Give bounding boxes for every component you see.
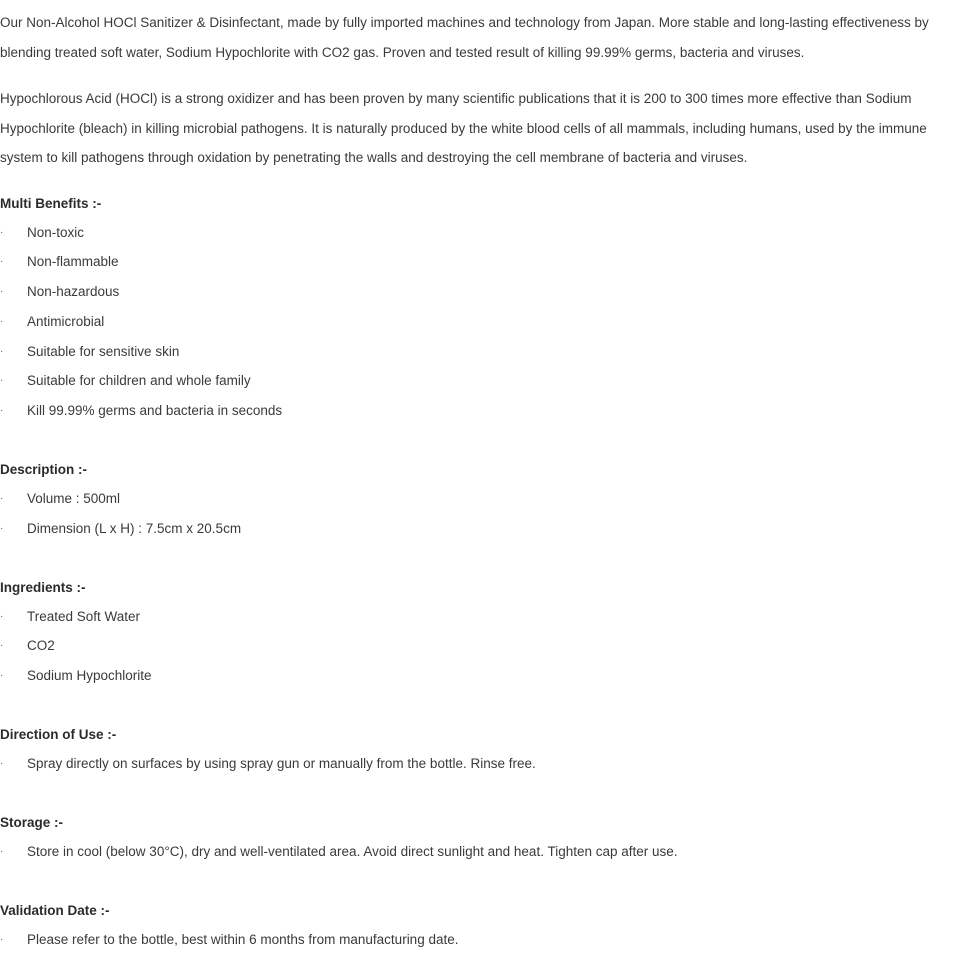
- section-heading: Ingredients :-: [0, 579, 86, 595]
- list-item-text: Spray directly on surfaces by using spray gun or manually from the bottle. Rinse free.: [27, 756, 536, 772]
- list-item-text: Please refer to the bottle, best within 6 months from manufacturing date.: [27, 931, 459, 947]
- bullet-icon: ·: [0, 286, 4, 298]
- section-heading: Description :-: [0, 462, 88, 478]
- list-item: [0, 602, 960, 632]
- list-item: [0, 277, 960, 307]
- bullet-icon: ·: [0, 226, 4, 238]
- list-item-text: Non-toxic: [27, 224, 85, 240]
- bullet-icon: ·: [0, 493, 4, 505]
- section-heading: Validation Date :-: [0, 902, 110, 918]
- section-ingredients: [0, 578, 960, 691]
- bullet-icon: ·: [0, 375, 4, 387]
- description-list: [0, 484, 960, 544]
- section-validation-date: [0, 901, 960, 955]
- list-item: [0, 247, 960, 277]
- list-item-text: Volume : 500ml: [27, 491, 121, 507]
- list-item-text: Suitable for sensitive skin: [27, 343, 180, 359]
- bullet-icon: ·: [0, 845, 4, 857]
- list-item-text: Non-hazardous: [27, 284, 120, 300]
- section-description: [0, 460, 960, 544]
- bullet-icon: ·: [0, 345, 4, 357]
- list-item: [0, 631, 960, 661]
- list-item-text: Kill 99.99% germs and bacteria in seconds: [27, 403, 283, 419]
- bullet-icon: ·: [0, 256, 4, 268]
- validation-list: [0, 925, 960, 955]
- bullet-icon: ·: [0, 933, 4, 945]
- bullet-icon: ·: [0, 405, 4, 417]
- list-item: [0, 514, 960, 544]
- bullet-icon: ·: [0, 670, 4, 682]
- list-item-text: Sodium Hypochlorite: [27, 668, 152, 684]
- bullet-icon: ·: [0, 610, 4, 622]
- list-item: [0, 337, 960, 367]
- section-heading: Direction of Use :-: [0, 727, 117, 743]
- bullet-icon: ·: [0, 522, 4, 534]
- list-item: [0, 925, 960, 955]
- storage-list: [0, 837, 960, 867]
- list-item-text: Antimicrobial: [27, 313, 105, 329]
- ingredients-list: [0, 602, 960, 691]
- list-item: [0, 396, 960, 426]
- benefits-list: [0, 218, 960, 427]
- bullet-icon: ·: [0, 758, 4, 770]
- list-item: [0, 749, 960, 779]
- list-item-text: CO2: [27, 638, 55, 654]
- list-item: [0, 661, 960, 691]
- section-direction-of-use: [0, 725, 960, 779]
- section-heading: Multi Benefits :-: [0, 195, 102, 211]
- bullet-icon: ·: [0, 315, 4, 327]
- list-item-text: Suitable for children and whole family: [27, 373, 251, 389]
- list-item: [0, 366, 960, 396]
- section-multi-benefits: [0, 194, 960, 427]
- list-item-text: Treated Soft Water: [27, 608, 141, 624]
- list-item-text: Store in cool (below 30°C), dry and well-ventilated area. Avoid direct sunlight and heat. Tighten cap after use.: [27, 843, 678, 859]
- section-storage: [0, 813, 960, 867]
- list-item: [0, 307, 960, 337]
- list-item: [0, 484, 960, 514]
- list-item-text: Dimension (L x H) : 7.5cm x 20.5cm: [27, 520, 242, 536]
- hocl-paragraph: Hypochlorous Acid (HOCl) is a strong oxidizer and has been proven by many scientific publications that it is 200 to 300 times more effective than Sodium Hypochlorite (bleach) in killing microbial pathogens. It is naturally produced by the white blood cells of all mammals, including humans, used by the immune system to kill pathogens through oxidation by penetrating the walls and destroying the cell membrane of bacteria and viruses.: [0, 91, 927, 165]
- intro-paragraph: Our Non-Alcohol HOCl Sanitizer & Disinfectant, made by fully imported machines and technology from Japan. More stable and long-lasting effectiveness by blending treated soft water, Sodium Hypochlorite with CO2 gas. Proven and tested result of killing 99.99% germs, bacteria and viruses.: [0, 15, 929, 60]
- list-item: [0, 837, 960, 867]
- section-heading: Storage :-: [0, 814, 64, 830]
- bullet-icon: ·: [0, 640, 4, 652]
- direction-list: [0, 749, 960, 779]
- list-item: [0, 218, 960, 248]
- list-item-text: Non-flammable: [27, 254, 119, 270]
